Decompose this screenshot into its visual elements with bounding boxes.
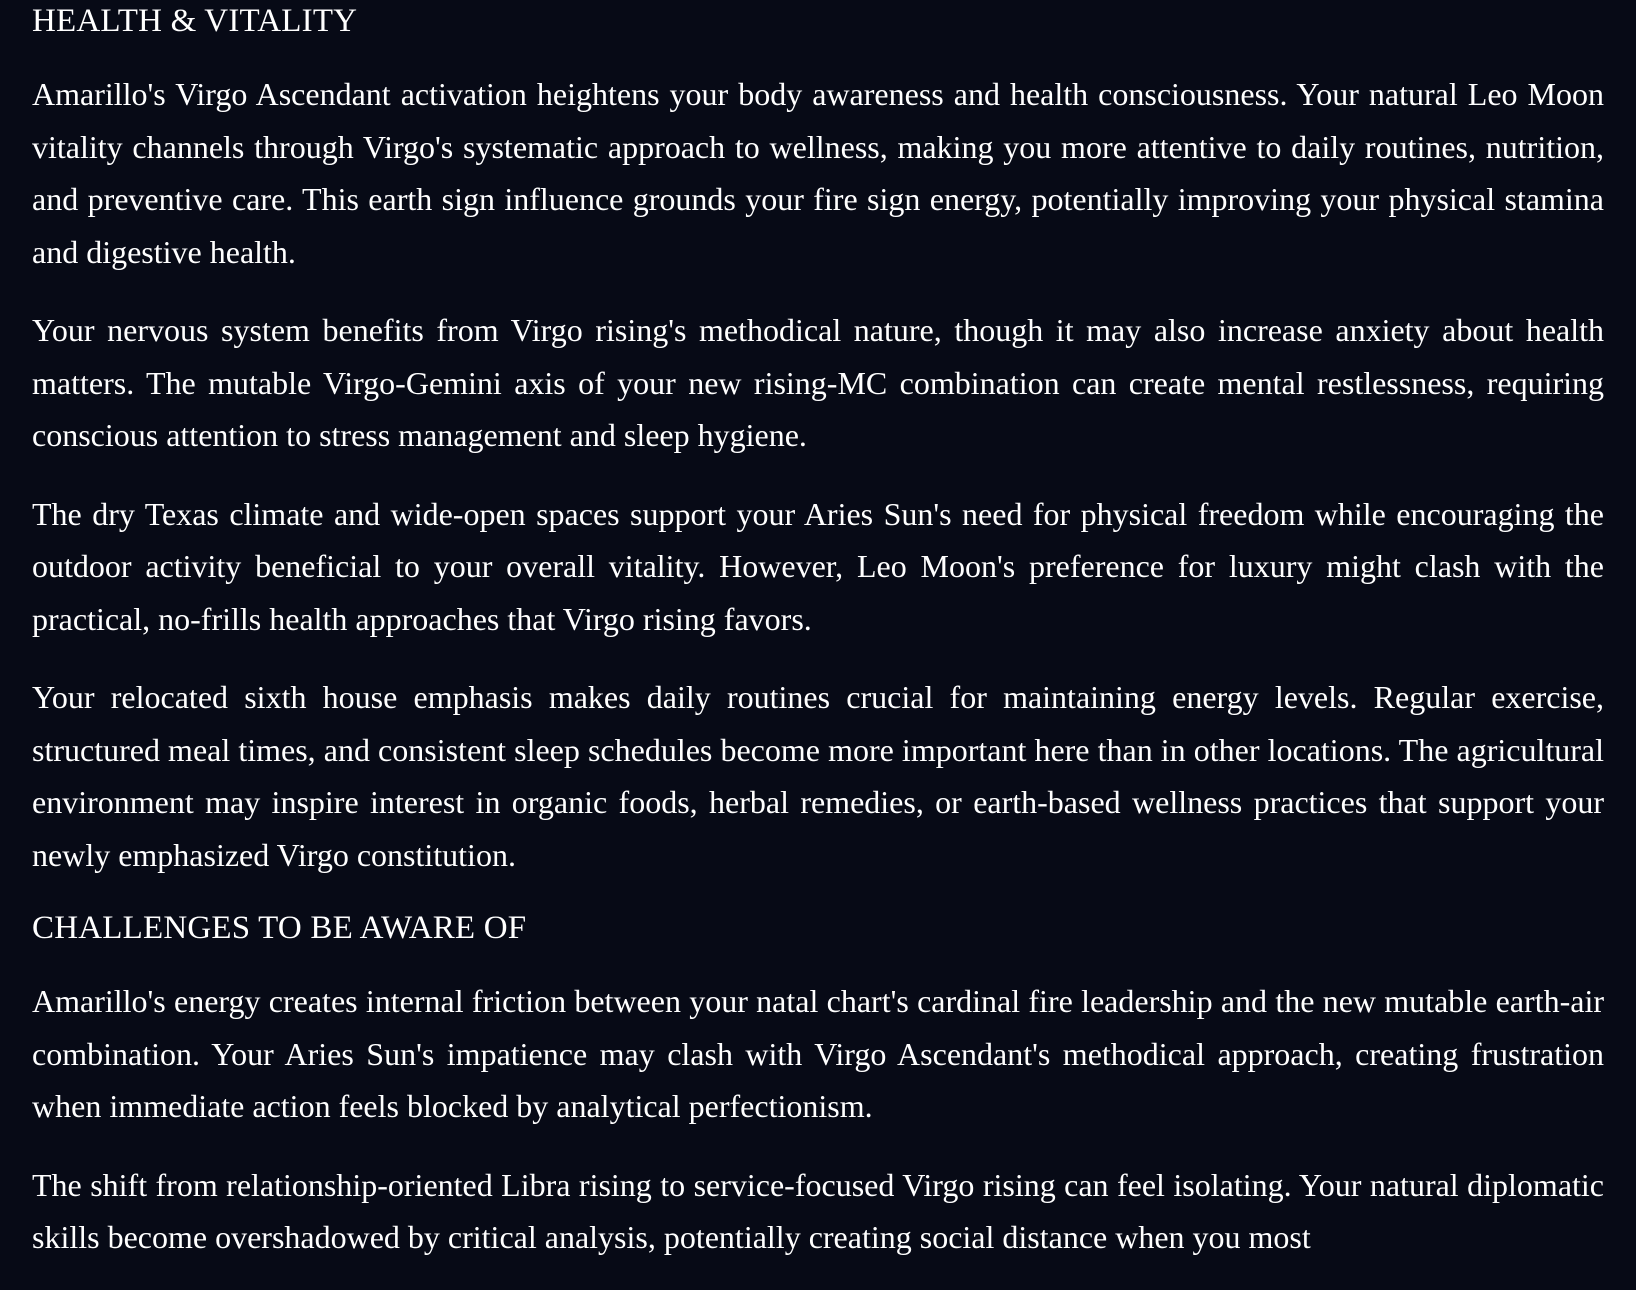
section-heading-health-vitality: HEALTH & VITALITY xyxy=(32,3,358,39)
paragraph: Amarillo's energy creates internal friction between your natal chart's cardinal fire leadership and the new mutable earth-air combination. Your Aries Sun's impatience may clash with Virgo Ascendant's methodical approach, creating frustration when immediate action feels blocked by analytical perfectionism. xyxy=(32,983,1604,1124)
section-heading-challenges: CHALLENGES TO BE AWARE OF xyxy=(32,910,527,946)
paragraph: Amarillo's Virgo Ascendant activation heightens your body awareness and health consciousness. Your natural Leo Moon vitality channels through Virgo's systematic approach to wellness, making you more attentive to daily routines, nutrition, and preventive care. This earth sign influence grounds your fire sign energy, potentially improving your physical stamina and digestive health. xyxy=(32,76,1604,270)
paragraph: The dry Texas climate and wide-open spaces support your Aries Sun's need for physical freedom while encouraging the outdoor activity beneficial to your overall vitality. However, Leo Moon's preference for luxury might clash with the practical, no-frills health approaches that Virgo rising favors. xyxy=(32,495,1604,637)
paragraph: Your relocated sixth house emphasis makes daily routines crucial for maintaining energy levels. Regular exercise, structured meal times, and consistent sleep schedules become more important here than in other locations. The agricultural environment may inspire interest in organic foods, herbal remedies, or earth-based wellness practices that support your newly emphasized Virgo constitution. xyxy=(32,679,1604,873)
paragraph: The shift from relationship-oriented Libra rising to service-focused Virgo rising can feel isolating. Your natural diplomatic skills become overshadowed by critical analysis, potentially creating social distance when you most xyxy=(32,1166,1604,1255)
paragraph: Your nervous system benefits from Virgo rising's methodical nature, though it may also increase anxiety about health matters. The mutable Virgo-Gemini axis of your new rising-MC combination can create mental restlessness, requiring conscious attention to stress management and sleep hygiene. xyxy=(32,312,1604,453)
article-body xyxy=(32,0,1604,1290)
